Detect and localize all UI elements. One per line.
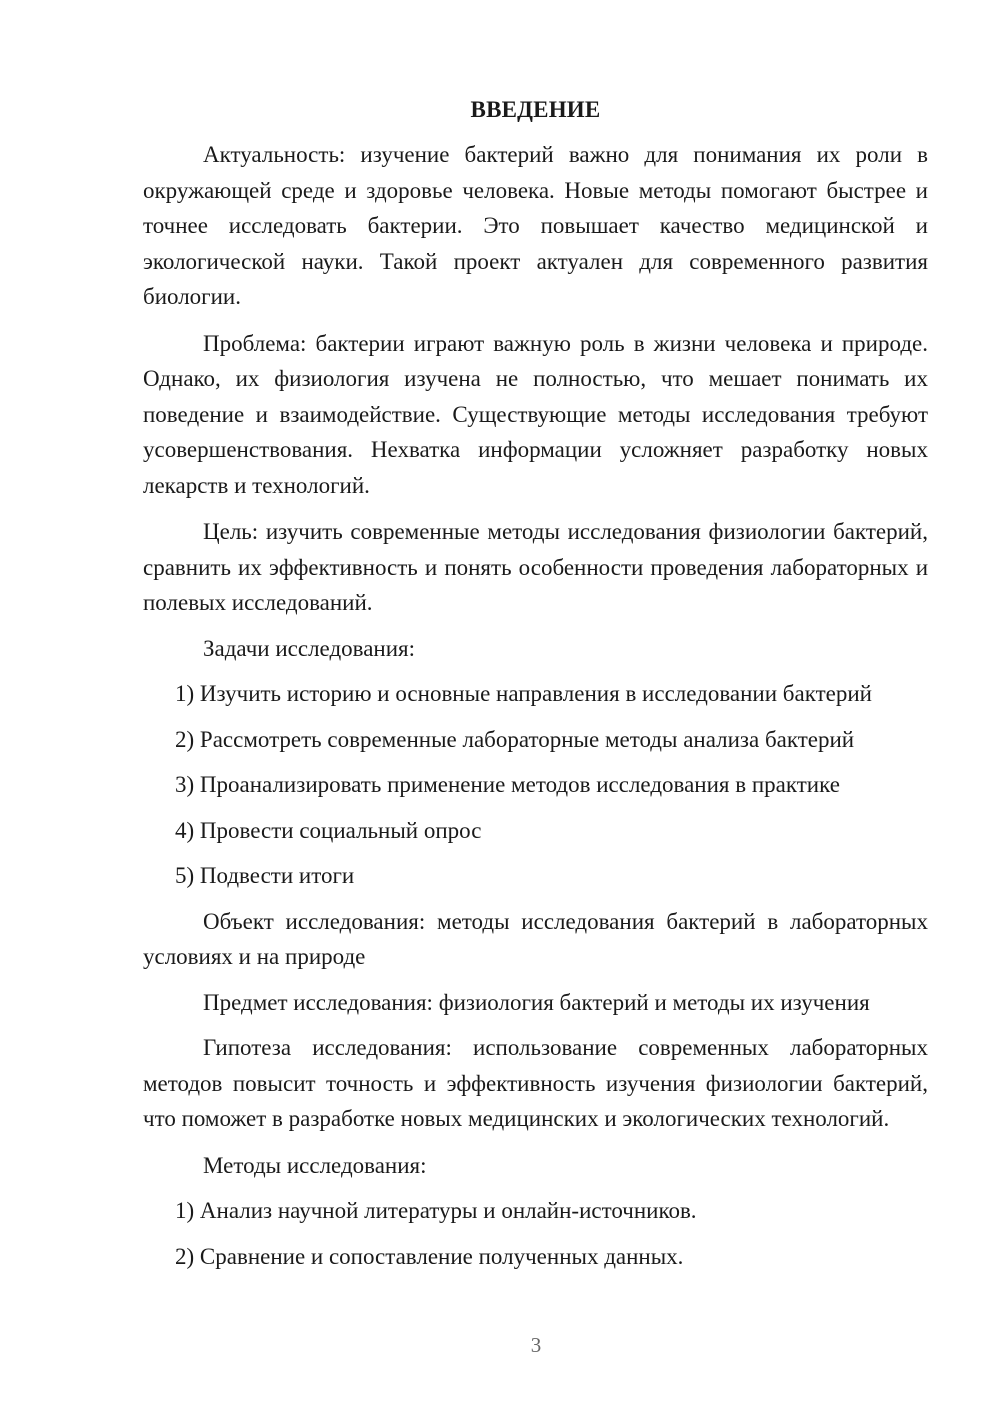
tasks-label: Задачи исследования: [203,635,416,661]
methods-label: Методы исследования: [203,1152,427,1178]
section-title: ВВЕДЕНИЕ [470,97,601,122]
problem-paragraph: Проблема: бактерии играют важную роль в жизни человека и природе. Однако, их физиология изучена не полностью, что мешает понимать их поведение и взаимодействие. Существующие методы исследования требуют усовершенствования. Нехватка информации усложняет разработку новых лекарств и технологий. [143,330,928,498]
list-item: 2) Сравнение и сопоставление полученных данных. [175,1243,684,1269]
hypothesis-paragraph: Гипотеза исследования: использование современных лабораторных методов повысит точность и эффективность изучения физиологии бактерий, что поможет в разработке новых медицинских и экологических технологий. [143,1035,928,1131]
methods-list [143,1193,928,1274]
relevance-paragraph: Актуальность: изучение бактерий важно для понимания их роли в окружающей среде и здоровье человека. Новые методы помогают быстрее и точнее исследовать бактерии. Это повышает качество медицинской и экологической науки. Такой проект актуален для современного развития биологии. [143,142,928,309]
list-item: 1) Анализ научной литературы и онлайн-источников. [175,1198,697,1223]
list-item: 1) Изучить историю и основные направления в исследовании бактерий [175,681,872,706]
tasks-list [143,676,928,894]
page-content [143,92,928,1274]
object-paragraph: Объект исследования: методы исследования бактерий в лабораторных условиях и на природе [143,908,928,969]
subject-paragraph: Предмет исследования: физиология бактерий и методы их изучения [203,989,870,1015]
list-item: 2) Рассмотреть современные лабораторные методы анализа бактерий [175,726,855,752]
goal-paragraph: Цель: изучить современные методы исследования физиологии бактерий, сравнить их эффективность и понять особенности проведения лабораторных и полевых исследований. [143,519,928,615]
list-item: 4) Провести социальный опрос [175,817,482,843]
page-number: 3 [530,1333,542,1357]
list-item: 5) Подвести итоги [175,863,355,888]
list-item: 3) Проанализировать применение методов исследования в практике [175,772,840,797]
